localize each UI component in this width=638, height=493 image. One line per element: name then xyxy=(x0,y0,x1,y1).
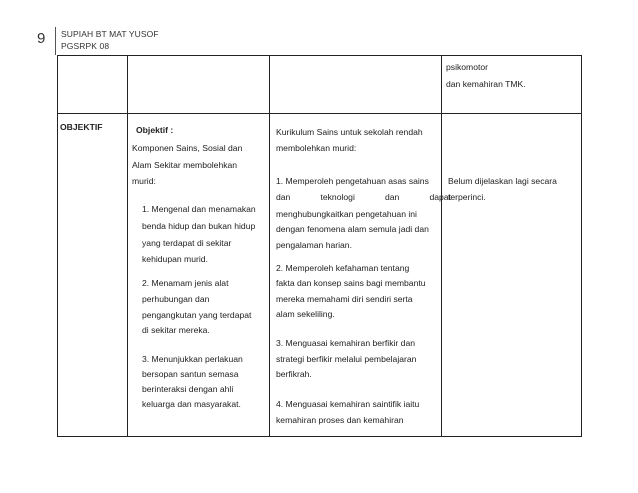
justified-word: teknologi xyxy=(320,192,355,202)
col2-item3-line: berinteraksi dengan ahli xyxy=(142,384,234,394)
col3-intro-line: membolehkan murid: xyxy=(276,143,357,153)
col3-item2-line: mereka memahami diri sendiri serta xyxy=(276,294,413,304)
col2-item2-line: di sekitar mereka. xyxy=(142,325,210,335)
col2-item1-line: benda hidup dan bukan hidup xyxy=(142,221,256,231)
header-divider xyxy=(55,27,56,55)
justified-word: dan xyxy=(276,192,291,202)
col3-item4-line: kemahiran proses dan kemahiran xyxy=(276,415,404,425)
col2-heading: Objektif : xyxy=(136,125,174,135)
col3-item1-justified-line xyxy=(276,191,451,203)
col2-intro-line: Komponen Sains, Sosial dan xyxy=(132,143,243,153)
col3-item1-line: dengan fenomena alam semula jadi dan xyxy=(276,224,429,234)
col4-note-line: Belum dijelaskan lagi secara xyxy=(448,176,557,186)
col3-item1-line: pengalaman harian. xyxy=(276,240,352,250)
col3-item3-line: berfikrah. xyxy=(276,369,312,379)
row-label-objektif: OBJEKTIF xyxy=(60,122,103,132)
col2-item1-line: yang terdapat di sekitar xyxy=(142,238,232,248)
col-divider-1 xyxy=(127,55,128,437)
col3-intro-line: Kurikulum Sains untuk sekolah rendah xyxy=(276,127,423,137)
table-bottom-border xyxy=(57,436,582,437)
objective-table xyxy=(57,55,582,437)
running-header xyxy=(61,28,159,52)
col-divider-2 xyxy=(269,55,270,437)
col3-item2-line: 2. Memperoleh kefahaman tentang xyxy=(276,263,410,273)
col4-note-line: terperinci. xyxy=(448,192,486,202)
col2-intro-line: Alam Sekitar membolehkan xyxy=(132,160,238,170)
col2-item3-line: keluarga dan masyarakat. xyxy=(142,399,241,409)
col2-item3-line: bersopan santun semasa xyxy=(142,369,239,379)
col-divider-3 xyxy=(441,55,442,437)
col2-item1-line: 1. Mengenal dan menamakan xyxy=(142,204,256,214)
header-author: SUPIAH BT MAT YUSOF xyxy=(61,29,159,39)
header-code: PGSRPK 08 xyxy=(61,41,110,51)
table-top-border xyxy=(57,55,582,56)
col2-item2-line: pengangkutan yang terdapat xyxy=(142,310,252,320)
col3-item4-line: 4. Menguasai kemahiran saintifik iaitu xyxy=(276,399,420,409)
row-divider xyxy=(57,113,582,114)
justified-word: dan xyxy=(385,192,400,202)
col2-item2-line: 2. Menamam jenis alat xyxy=(142,278,229,288)
col2-item1-line: kehidupan murid. xyxy=(142,254,208,264)
col3-item3-line: 3. Menguasai kemahiran berfikir dan xyxy=(276,338,416,348)
justified-word: dapat xyxy=(429,192,451,202)
top-col4-line-1: psikomotor xyxy=(446,62,489,72)
col3-item2-line: alam sekeliling. xyxy=(276,309,335,319)
top-col4-line-2: dan kemahiran TMK. xyxy=(446,79,526,89)
col2-item3-line: 3. Menunjukkan perlakuan xyxy=(142,354,243,364)
col3-item3-line: strategi berfikir melalui pembelajaran xyxy=(276,354,417,364)
col3-item2-line: fakta dan konsep sains bagi membantu xyxy=(276,278,426,288)
col2-intro-line: murid: xyxy=(132,176,156,186)
col2-item2-line: perhubungan dan xyxy=(142,294,210,304)
col3-item1-line: 1. Memperoleh pengetahuan asas sains xyxy=(276,176,429,186)
page-number: 9 xyxy=(37,30,46,47)
col3-item1-line: menghubungkaitkan pengetahuan ini xyxy=(276,209,417,219)
